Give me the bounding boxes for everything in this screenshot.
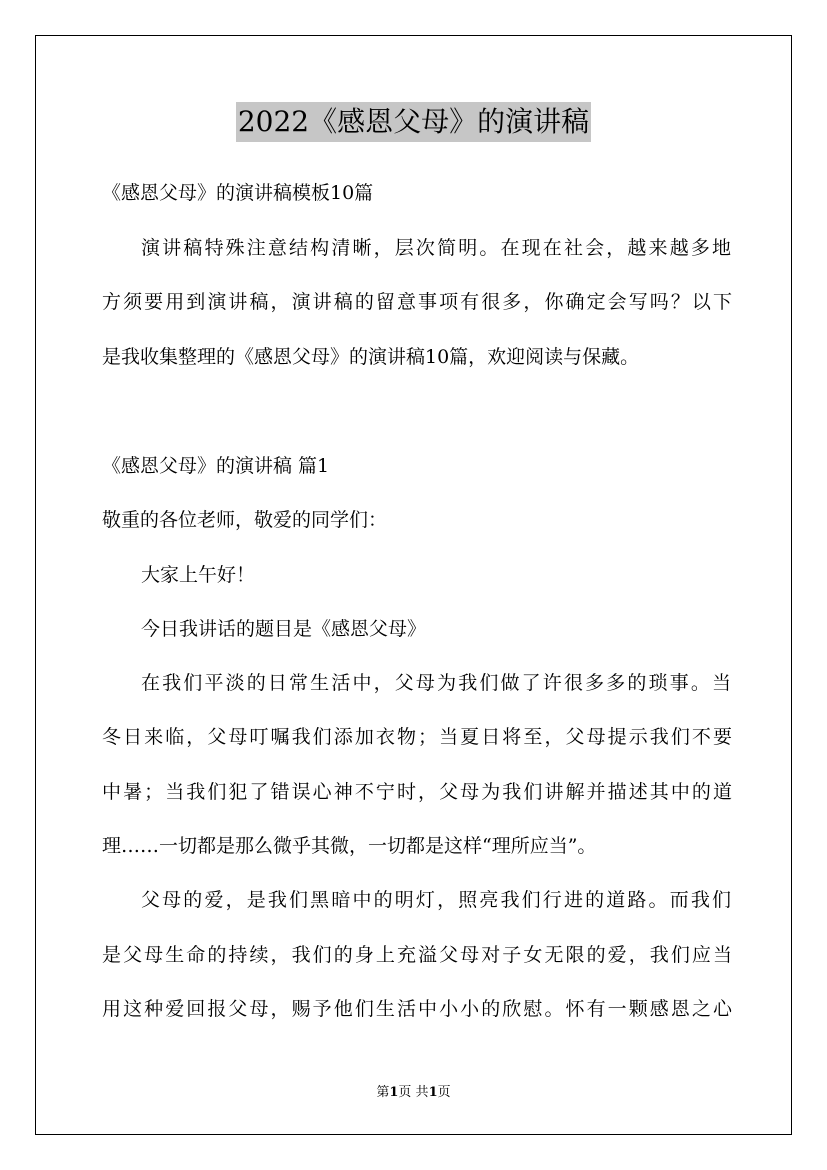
para1-line-3: 中暑；当我们犯了错误心神不宁时，父母为我们讲解并描述其中的道: [102, 781, 732, 803]
intro-line-3: 是我收集整理的《感恩父母》的演讲稿10篇，欢迎阅读与保藏。: [102, 346, 640, 368]
para2-line-1: 父母的爱，是我们黑暗中的明灯，照亮我们行进的道路。而我们: [141, 889, 731, 911]
page-footer: [0, 1084, 827, 1102]
intro-line-1: 演讲稿特殊注意结构清晰，层次简明。在现在社会，越来越多地: [141, 237, 731, 259]
footer-page-number: 1: [389, 1085, 399, 1100]
para2-line-2: 是父母生命的持续，我们的身上充溢父母对子女无限的爱，我们应当: [102, 944, 732, 966]
para1-line-4: 理……一切都是那么微乎其微，一切都是这样“理所应当”。: [102, 835, 597, 857]
para2-line-3: 用这种爱回报父母，赐予他们生活中小小的欣慰。怀有一颗感恩之心: [102, 998, 732, 1020]
footer-prefix: 第: [376, 1085, 390, 1100]
document-title: 2022《感恩父母》的演讲稿: [236, 102, 591, 142]
footer-page-suffix: 页 共: [398, 1085, 429, 1100]
para1-line-2: 冬日来临，父母叮嘱我们添加衣物；当夏日将至，父母提示我们不要: [102, 726, 732, 748]
intro-line-2: 方须要用到演讲稿，演讲稿的留意事项有很多，你确定会写吗？以下: [102, 291, 732, 313]
salutation: 敬重的各位老师，敬爱的同学们：: [102, 509, 388, 531]
section-heading: 《感恩父母》的演讲稿 篇1: [102, 455, 330, 477]
greeting: 大家上午好！: [141, 564, 256, 586]
title-container: [0, 102, 827, 142]
footer-total-pages: 1: [428, 1085, 438, 1100]
topic-line: 今日我讲话的题目是《感恩父母》: [141, 618, 427, 640]
footer-total-suffix: 页: [437, 1085, 451, 1100]
document-subtitle: 《感恩父母》的演讲稿模板10篇: [102, 182, 374, 204]
para1-line-1: 在我们平淡的日常生活中，父母为我们做了许很多多的琐事。当: [141, 672, 731, 694]
